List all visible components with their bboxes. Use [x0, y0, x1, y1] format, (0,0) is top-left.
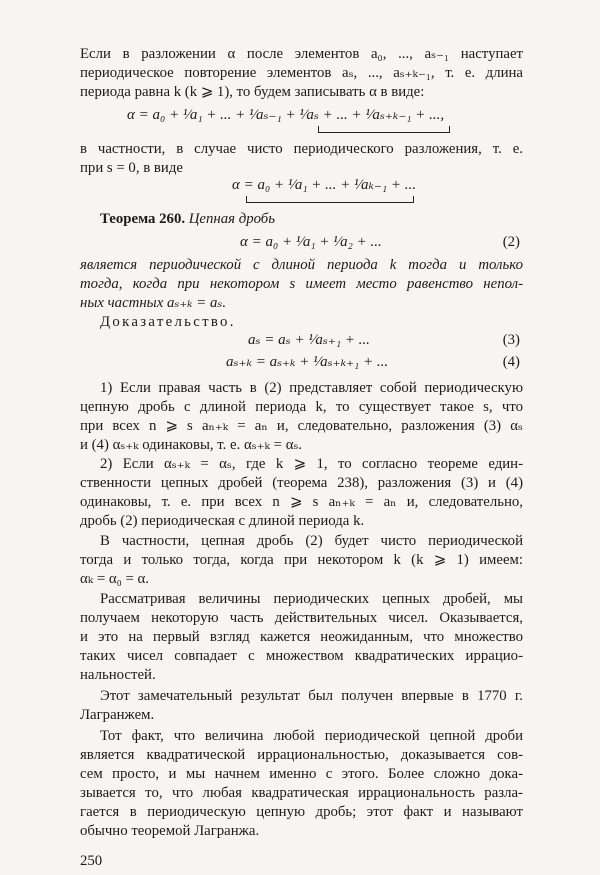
text-line: тогда и только тогда, когда при некотором k (k ⩾ 1) имеем:: [80, 552, 523, 568]
formula-purely-periodic: α = a₀ + ¹⁄a₁ + ... + ¹⁄aₖ₋₁ + ...: [232, 177, 417, 193]
period-brace: [246, 196, 414, 203]
text-line: периода равна k (k ⩾ 1), то будем записывать α в виде:: [80, 84, 425, 100]
theorem-label: Теорема 260.: [100, 211, 186, 227]
text-line: при s = 0, в виде: [80, 160, 183, 176]
text-line: Если в разложении α после элементов a₀, ..., aₛ₋₁ наступает: [80, 46, 523, 62]
text-line: нальностей.: [80, 667, 156, 683]
theorem-text-line: тогда, когда при некотором s имеет место равенство непол-: [80, 276, 523, 292]
text-line: таких чисел совпадает с множеством квадратических иррацио-: [80, 648, 523, 664]
text-line: является квадратической иррациональностью, доказывается сов-: [80, 747, 523, 763]
text-line: Лагранжем.: [80, 707, 155, 723]
text-line: и это на первый взгляд кажется неожиданным, что множество: [80, 629, 523, 645]
period-brace: [318, 126, 450, 133]
equation-number: (3): [502, 332, 520, 348]
text-line: αₖ = α₀ = α.: [80, 571, 149, 587]
text-line: 1) Если правая часть в (2) представляет собой периодическую: [100, 380, 523, 396]
proof-label: Доказательство.: [100, 314, 236, 330]
equation-number: (4): [502, 354, 520, 370]
text-line: гается в периодическую цепную дробь; этот факт и называют: [80, 804, 523, 820]
theorem-260-heading: [100, 210, 275, 228]
formula-continued-fraction: α = a₀ + ¹⁄a₁ + ¹⁄a₂ + ...: [240, 234, 382, 250]
text-line: ственности цепных дробей (теорема 238), разложения (3) и (4): [80, 475, 523, 491]
formula-4: aₛ₊ₖ = aₛ₊ₖ + ¹⁄aₛ₊ₖ₊₁ + ...: [226, 354, 389, 370]
text-line: одинаковы, т. е. при всех n ⩾ s aₙ₊ₖ = aₙ и, следовательно,: [80, 494, 523, 510]
formula-3: aₛ = aₛ + ¹⁄aₛ₊₁ + ...: [248, 332, 370, 348]
text-line: дробь (2) периодическая с длиной периода k.: [80, 513, 365, 529]
text-line: при всех n ⩾ s aₙ₊ₖ = aₙ и, следовательно, разложения (3) αₛ: [80, 418, 523, 434]
text-line: цепную дробь с длиной периода k, то существует такое s, что: [80, 399, 523, 415]
text-line: обычно теоремой Лагранжа.: [80, 823, 260, 839]
theorem-title: Цепная дробь: [188, 211, 275, 227]
text-line: сем просто, и мы начнем именно с этого. Более сложно дока-: [80, 766, 523, 782]
text-line: Рассматривая величины периодических цепных дробей, мы: [100, 591, 523, 607]
text-line: Этот замечательный результат был получен впервые в 1770 г.: [100, 688, 523, 704]
text-line: 2) Если αₛ₊ₖ = αₛ, где k ⩾ 1, то согласно теореме един-: [100, 456, 523, 472]
equation-number: (2): [502, 234, 520, 250]
theorem-text-line: является периодической с длиной периода k тогда и только: [80, 257, 523, 273]
page-number: 250: [80, 853, 103, 869]
text-line: периодическое повторение элементов aₛ, ..., aₛ₊ₖ₋₁, т. е. длина: [80, 65, 523, 81]
text-line: зывается то, что любая квадратическая иррациональность разла-: [80, 785, 523, 801]
text-line: В частности, цепная дробь (2) будет чисто периодической: [100, 533, 523, 549]
text-line: в частности, в случае чисто периодического разложения, т. е.: [80, 141, 523, 157]
theorem-text-line: ных частных aₛ₊ₖ = aₛ.: [80, 295, 227, 311]
text-line: и (4) αₛ₊ₖ одинаковы, т. е. αₛ₊ₖ = αₛ.: [80, 437, 303, 453]
text-line: получаем некоторую часть действительных чисел. Оказывается,: [80, 610, 523, 626]
formula-periodic-expansion: α = a₀ + ¹⁄a₁ + ... + ¹⁄aₛ₋₁ + ¹⁄aₛ + ... + ¹⁄aₛ₊ₖ₋₁ + ...,: [127, 107, 445, 123]
text-line: Тот факт, что величина любой периодической цепной дроби: [100, 728, 523, 744]
